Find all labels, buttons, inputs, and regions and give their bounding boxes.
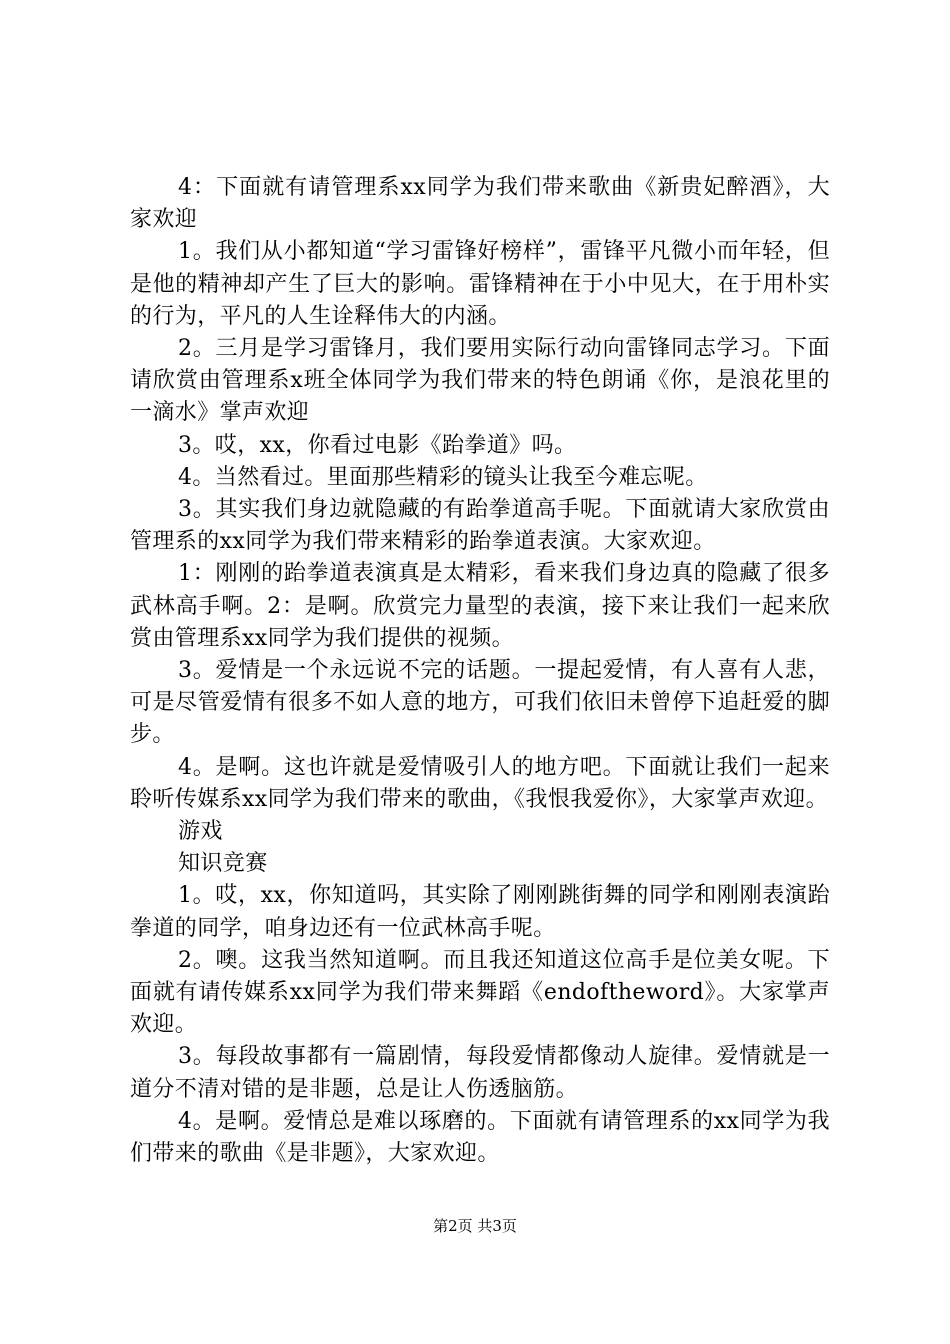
paragraph: 3。哎，xx，你看过电影《跆拳道》吗。 xyxy=(178,432,577,458)
paragraph: 4：下面就有请管理系xx同学为我们带来歌曲《新贵妃醉酒》，大家欢迎 xyxy=(130,175,830,233)
paragraph: 2。噢。这我当然知道啊。而且我还知道这位高手是位美女呢。下面就有请传媒系xx同学为我们带来舞蹈《endoftheword》。大家掌声欢迎。 xyxy=(130,947,830,1038)
paragraph: 1。哎，xx，你知道吗，其实除了刚刚跳街舞的同学和刚刚表演跆拳道的同学，咱身边还有一位武林高手呢。 xyxy=(130,883,830,941)
paragraph: 3。其实我们身边就隐藏的有跆拳道高手呢。下面就请大家欣赏由管理系的xx同学为我们带来精彩的跆拳道表演。大家欢迎。 xyxy=(130,497,830,555)
document-body xyxy=(130,172,830,1170)
section-heading-games: 游戏 xyxy=(178,819,223,845)
paragraph: 1。我们从小都知道“学习雷锋好榜样”，雷锋平凡微小而年轻，但是他的精神却产生了巨大的影响。雷锋精神在于小中见大，在于用朴实的行为，平凡的人生诠释伟大的内涵。 xyxy=(130,239,830,329)
section-heading-quiz: 知识竞赛 xyxy=(178,851,268,877)
page-footer xyxy=(0,1216,950,1236)
paragraph: 3。每段故事都有一篇剧情，每段爱情都像动人旋律。爱情就是一道分不清对错的是非题，总是让人伤透脑筋。 xyxy=(130,1044,830,1102)
paragraph: 2。三月是学习雷锋月，我们要用实际行动向雷锋同志学习。下面请欣赏由管理系x班全体同学为我们带来的特色朗诵《你，是浪花里的一滴水》掌声欢迎 xyxy=(130,336,830,426)
page-number: 第2页 共3页 xyxy=(433,1217,517,1235)
paragraph: 4。是啊。这也许就是爱情吸引人的地方吧。下面就让我们一起来聆听传媒系xx同学为我们带来的歌曲，《我恨我爱你》，大家掌声欢迎。 xyxy=(130,754,830,812)
paragraph: 3。爱情是一个永远说不完的话题。一提起爱情，有人喜有人悲，可是尽管爱情有很多不如人意的地方，可我们依旧未曾停下追赶爱的脚步。 xyxy=(130,658,830,748)
paragraph: 4。是啊。爱情总是难以琢磨的。下面就有请管理系的xx同学为我们带来的歌曲《是非题》，大家欢迎。 xyxy=(130,1108,830,1167)
paragraph: 4。当然看过。里面那些精彩的镜头让我至今难忘呢。 xyxy=(178,464,708,490)
paragraph: 1：刚刚的跆拳道表演真是太精彩，看来我们身边真的隐藏了很多武林高手啊。2：是啊。欣赏完力量型的表演，接下来让我们一起来欣赏由管理系xx同学为我们提供的视频。 xyxy=(130,561,830,651)
